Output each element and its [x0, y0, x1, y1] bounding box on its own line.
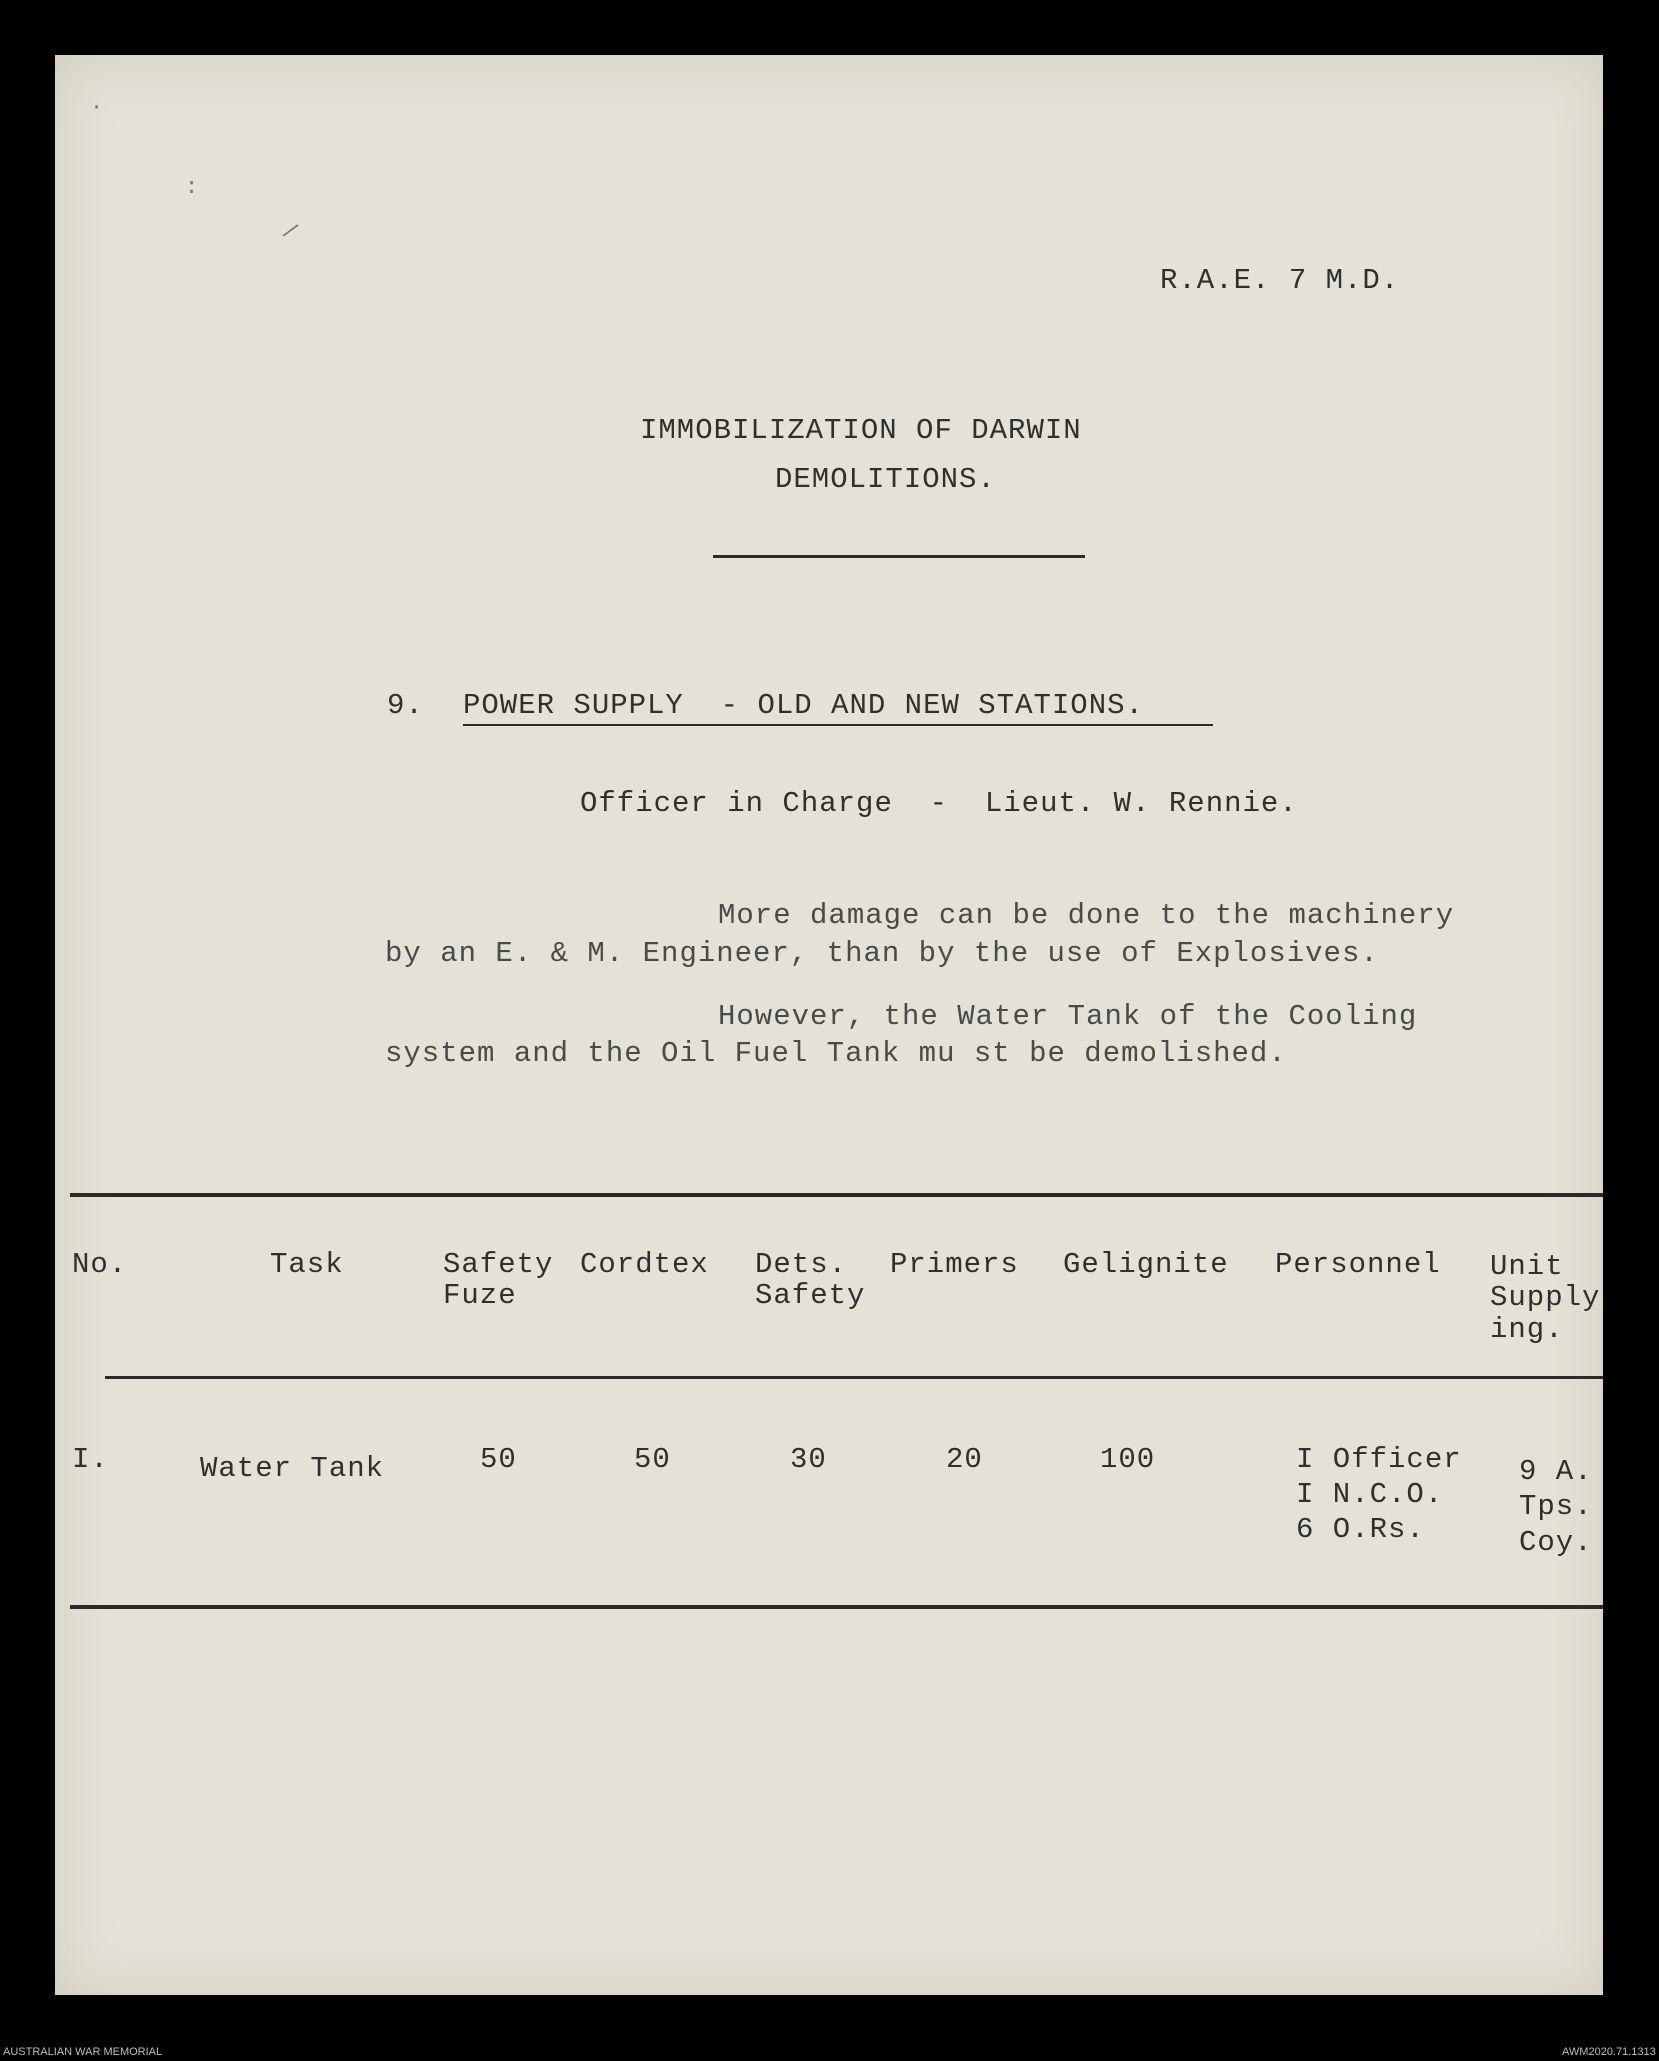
header-no: No.: [72, 1248, 128, 1281]
document-reference: R.A.E. 7 M.D.: [1160, 264, 1400, 297]
cell-primers: 20: [946, 1443, 983, 1476]
cell-safety-fuze: 50: [480, 1443, 517, 1476]
header-safety-fuze-line-2: Fuze: [443, 1279, 517, 1312]
document-title: IMMOBILIZATION OF DARWIN: [640, 414, 1082, 447]
paper-blemish-mark: ·: [90, 95, 104, 120]
cell-unit-line-1: 9 A.: [1519, 1455, 1593, 1488]
cell-cordtex: 50: [634, 1443, 671, 1476]
header-safety-fuze: Safety: [443, 1248, 554, 1281]
paper-blemish-mark: :: [185, 175, 199, 200]
section-heading-underline: [463, 724, 1213, 726]
cell-task: Water Tank: [200, 1452, 385, 1485]
header-unit-line-2: Supply: [1490, 1281, 1601, 1314]
header-gelignite: Gelignite: [1063, 1248, 1229, 1281]
cell-unit-line-3: Coy.: [1519, 1526, 1593, 1559]
paragraph-2-line-2: system and the Oil Fuel Tank mu st be demolished.: [385, 1037, 1287, 1070]
archive-reference: AWM2020.71.1313: [1562, 2046, 1656, 2058]
cell-no: I.: [72, 1443, 109, 1476]
cell-personnel-line-3: 6 O.Rs.: [1296, 1513, 1425, 1546]
header-primers: Primers: [890, 1248, 1019, 1281]
cell-personnel-line-2: I N.C.O.: [1296, 1478, 1444, 1511]
header-personnel: Personnel: [1275, 1248, 1441, 1281]
cell-dets-safety: 30: [790, 1443, 827, 1476]
paragraph-2-line-1: However, the Water Tank of the Cooling: [718, 1000, 1418, 1033]
archive-credit: AUSTRALIAN WAR MEMORIAL: [3, 2046, 163, 2058]
paper-blemish-mark: /: [278, 218, 301, 247]
paragraph-1-line-2: by an E. & M. Engineer, than by the use of Explosives.: [385, 937, 1379, 970]
section-number: 9.: [387, 689, 424, 722]
cell-gelignite: 100: [1100, 1443, 1156, 1476]
table-bottom-rule: [70, 1605, 1603, 1609]
header-cordtex: Cordtex: [580, 1248, 709, 1281]
header-unit-line-3: ing.: [1490, 1313, 1564, 1346]
header-dets-safety: Safety: [755, 1279, 866, 1312]
cell-personnel-line-1: I Officer: [1296, 1443, 1462, 1476]
officer-in-charge: Officer in Charge - Lieut. W. Rennie.: [580, 787, 1298, 820]
header-dets: Dets.: [755, 1248, 848, 1281]
document-subtitle: DEMOLITIONS.: [775, 463, 996, 496]
table-top-rule: [70, 1193, 1603, 1197]
section-heading: POWER SUPPLY - OLD AND NEW STATIONS.: [463, 689, 1144, 722]
header-task: Task: [270, 1248, 344, 1281]
title-underline: [713, 555, 1085, 558]
paragraph-1-line-1: More damage can be done to the machinery: [718, 899, 1455, 932]
table-header-rule: [105, 1376, 1603, 1379]
cell-unit-line-2: Tps.: [1519, 1490, 1593, 1523]
header-unit: Unit: [1490, 1250, 1564, 1283]
